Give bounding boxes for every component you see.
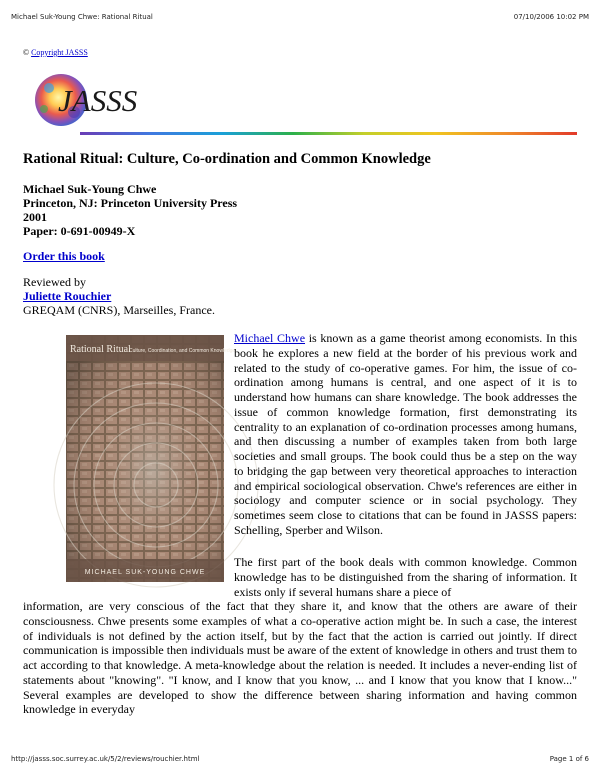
book-publisher: Princeton, NJ: Princeton University Press [23, 196, 238, 210]
rainbow-divider [80, 132, 577, 135]
cover-author: MICHAEL SUK-YOUNG CHWE [84, 569, 206, 576]
review-paragraph-2-continued: information, are very conscious of the fact that they share it, and know that the others are aware of their consciousness. Chwe presents some examples of what a co-operative action might be. In such a case, the interest of individuals is not defined by the action itself, but by the fact that the action is carried out jointly. If direct communication is impossible then individuals must be aware of the extent of knowledge in others and trust them to act according to that knowledge. A meta-knowledge about the relation is needed. It includes a never-ending list of statements about "knowing". "I know, and I know that you know, ... and I know that you know that I know..." Several examples are developed to show the difference between sharing information and having common knowledge in everyday [23, 599, 577, 717]
print-footer-page: Page 1 of 6 [549, 755, 589, 763]
cover-title: Rational Ritual [70, 344, 131, 355]
reviewed-by-label: Reviewed by [23, 275, 86, 289]
order-book-link[interactable]: Order this book [23, 249, 105, 263]
copyright-notice [23, 48, 88, 57]
book-year: 2001 [23, 210, 47, 224]
reviewer-affiliation: GREQAM (CNRS), Marseilles, France. [23, 303, 215, 317]
paragraph-1-text: is known as a game theorist among economists. In this book he explores a new field at the border of his previous work and related to the study of co-operative games. For him, the issue of co-ordination among humans is central, and one aspect of it is to understand how humans can share knowledge. The book addresses the issue of common knowledge formation, first demonstrating its centrality to an explanation of co-ordination processes among humans, and then discussing a number of examples taken from both large societies and small groups. The book could thus be a step on the way to bridging the gap between very theoretical approaches to interaction and empirical sociological observation. Chwe's references are either in sociology and computer science or in social psychology. They sometimes seem close to citations that can be found in JASSS papers: Schelling, Sperber and Wilson. [234, 331, 577, 537]
book-author: Michael Suk-Young Chwe [23, 182, 157, 196]
print-header-datetime: 07/10/2006 10:02 PM [513, 13, 589, 21]
logo-wordmark: JASSS [58, 83, 138, 118]
review-paragraph-1 [234, 331, 577, 538]
review-credits [23, 275, 215, 317]
page-title: Rational Ritual: Culture, Co-ordination and Common Knowledge [23, 151, 431, 167]
book-details [23, 182, 237, 238]
print-footer-url: http://jasss.soc.surrey.ac.uk/5/2/reviews/rouchier.html [11, 755, 200, 763]
author-link[interactable]: Michael Chwe [234, 331, 306, 345]
cover-subtitle: Culture, Coordination, and Common Knowledge [129, 348, 236, 354]
jasss-logo[interactable] [28, 68, 178, 130]
order-section [23, 249, 105, 264]
book-cover-image [66, 335, 236, 582]
copyright-link[interactable]: Copyright JASSS [31, 48, 88, 57]
review-paragraph-2-start: The first part of the book deals with common knowledge. Common knowledge has to be distinguished from the sharing of information. It exists only if several humans share a piece of [234, 555, 577, 599]
reviewer-link[interactable]: Juliette Rouchier [23, 289, 112, 303]
print-header-title: Michael Suk-Young Chwe: Rational Ritual [11, 13, 153, 21]
book-isbn: Paper: 0-691-00949-X [23, 224, 136, 238]
copyright-symbol: © [23, 48, 30, 57]
